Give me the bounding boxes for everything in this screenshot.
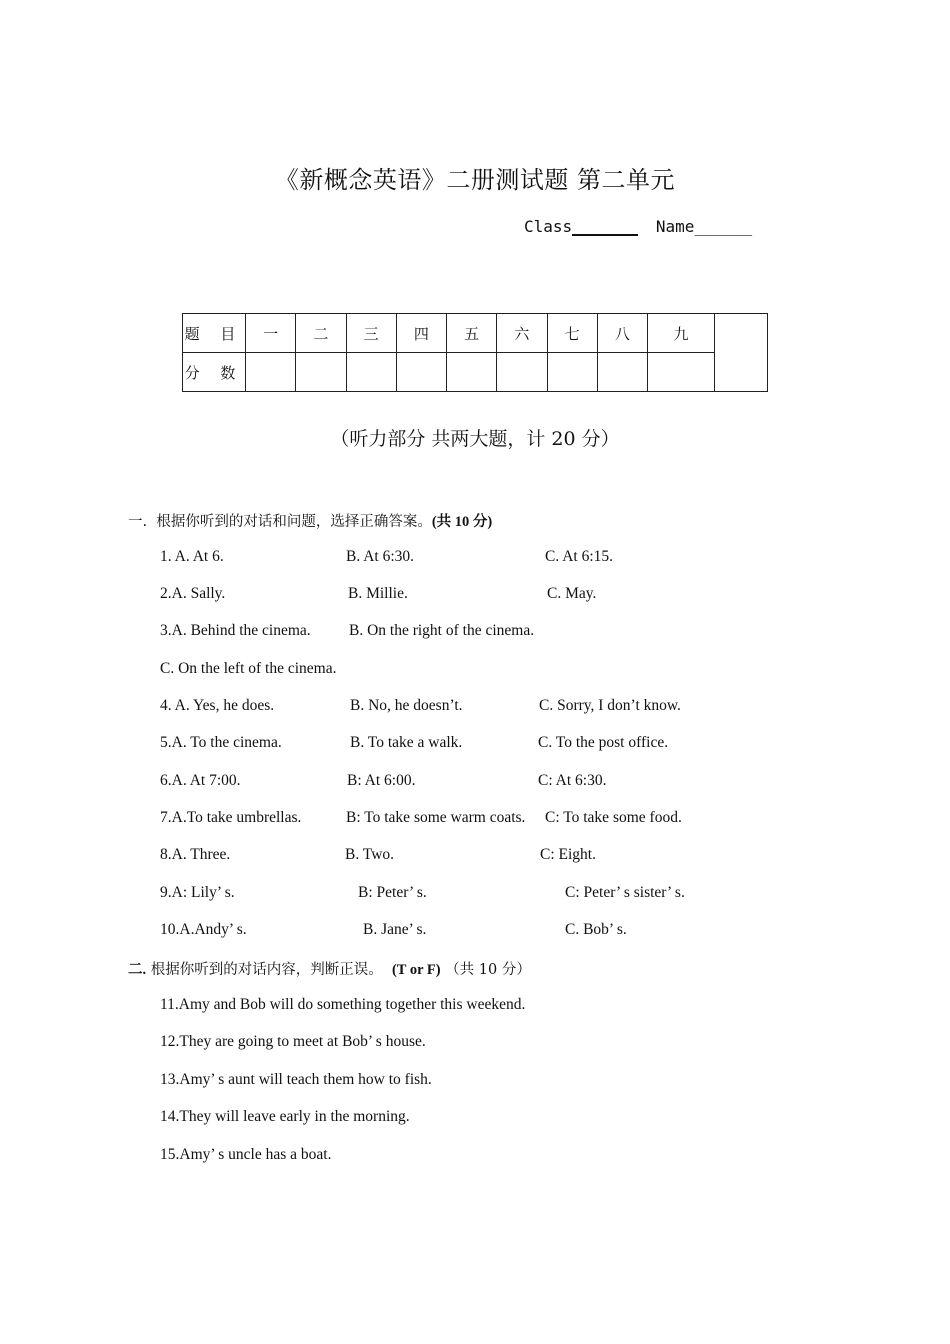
question-option-a: 3.A. Behind the cinema. xyxy=(160,622,311,639)
question-option-b: B. No, he doesn’t. xyxy=(350,697,463,714)
class-label: Class xyxy=(524,217,573,236)
question-option-a: 4. A. Yes, he does. xyxy=(160,697,275,714)
question-option-c: C: Eight. xyxy=(540,846,596,863)
question-option-b: B. To take a walk. xyxy=(350,734,463,751)
statement: 14.They will leave early in the morning. xyxy=(160,1108,410,1125)
question-option-a: 5.A. To the cinema. xyxy=(160,734,282,751)
score-cell[interactable] xyxy=(648,353,715,392)
question-option-b: B: Peter’ s. xyxy=(358,884,427,901)
score-total-cell[interactable] xyxy=(715,314,768,392)
score-col-7: 七 xyxy=(547,314,597,353)
question-option-c: C. May. xyxy=(547,585,597,602)
section1-prefix: 一. xyxy=(128,514,148,530)
question-option-c: C: At 6:30. xyxy=(538,772,607,789)
question-option-b: B. Two. xyxy=(345,846,395,863)
question-option-b: B. Millie. xyxy=(348,585,408,602)
section2-tf: (T or F) xyxy=(391,962,441,978)
question-option-b: B. At 6:30. xyxy=(346,548,415,565)
question-option-a: 1. A. At 6. xyxy=(160,548,224,565)
score-cell[interactable] xyxy=(497,353,547,392)
score-cell[interactable] xyxy=(296,353,346,392)
question-option-a: 9.A: Lily’ s. xyxy=(160,884,235,901)
section2-prefix: 二. xyxy=(128,962,147,978)
score-col-3: 三 xyxy=(346,314,396,353)
score-col-9: 九 xyxy=(648,314,715,353)
section1-points: (共 10 分) xyxy=(431,514,493,530)
class-name-line xyxy=(524,216,752,236)
question-option-a: 8.A. Three. xyxy=(160,846,231,863)
score-col-4: 四 xyxy=(396,314,446,353)
section1-heading xyxy=(128,510,492,531)
question-option-b: B: To take some warm coats. xyxy=(346,809,526,826)
score-col-5: 五 xyxy=(447,314,497,353)
statement: 12.They are going to meet at Bob’ s house. xyxy=(160,1033,426,1050)
question-option-c: C. To the post office. xyxy=(538,734,669,751)
question-option-b: B. On the right of the cinema. xyxy=(349,622,535,639)
score-cell[interactable] xyxy=(396,353,446,392)
score-row-header-label: 题 目 xyxy=(183,314,246,353)
class-blank[interactable] xyxy=(572,216,638,236)
statement: 13.Amy’ s aunt will teach them how to fish. xyxy=(160,1071,432,1088)
score-col-6: 六 xyxy=(497,314,547,353)
score-col-1: 一 xyxy=(246,314,296,353)
question-option-c: C. Sorry, I don’t know. xyxy=(539,697,681,714)
score-col-8: 八 xyxy=(597,314,647,353)
statement: 15.Amy’ s uncle has a boat. xyxy=(160,1146,332,1163)
question-option-c: C. At 6:15. xyxy=(545,548,614,565)
question-option-c: C: To take some food. xyxy=(545,809,682,826)
section2-instruction: 根据你听到的对话内容，判断正误。 xyxy=(150,962,383,978)
question-option-a: 2.A. Sally. xyxy=(160,585,226,602)
listening-note: （听力部分 共两大题，计 20 分） xyxy=(330,428,620,450)
question-option-c: C. Bob’ s. xyxy=(565,921,627,938)
section1-instruction: 根据你听到的对话和问题，选择正确答案。 xyxy=(156,514,432,530)
question-option-c: C: Peter’ s sister’ s. xyxy=(565,884,685,901)
name-label: Name______ xyxy=(655,217,753,236)
question-option-a: 10.A.Andy’ s. xyxy=(160,921,247,938)
section2-points: （共 10 分） xyxy=(445,962,531,978)
section2-heading xyxy=(128,958,531,979)
question-option-c: C. On the left of the cinema. xyxy=(160,660,337,677)
question-option-b: B. Jane’ s. xyxy=(363,921,427,938)
question-option-a: 7.A.To take umbrellas. xyxy=(160,809,302,826)
score-cell[interactable] xyxy=(246,353,296,392)
page-title: 《新概念英语》二册测试题 第二单元 xyxy=(274,166,676,194)
score-table xyxy=(182,313,768,392)
question-option-a: 6.A. At 7:00. xyxy=(160,772,241,789)
score-cell[interactable] xyxy=(547,353,597,392)
score-cell[interactable] xyxy=(597,353,647,392)
score-cell[interactable] xyxy=(346,353,396,392)
score-cell[interactable] xyxy=(447,353,497,392)
score-col-2: 二 xyxy=(296,314,346,353)
question-option-b: B: At 6:00. xyxy=(347,772,416,789)
score-row-score-label: 分 数 xyxy=(183,353,246,392)
statement: 11.Amy and Bob will do something together this weekend. xyxy=(160,996,526,1013)
